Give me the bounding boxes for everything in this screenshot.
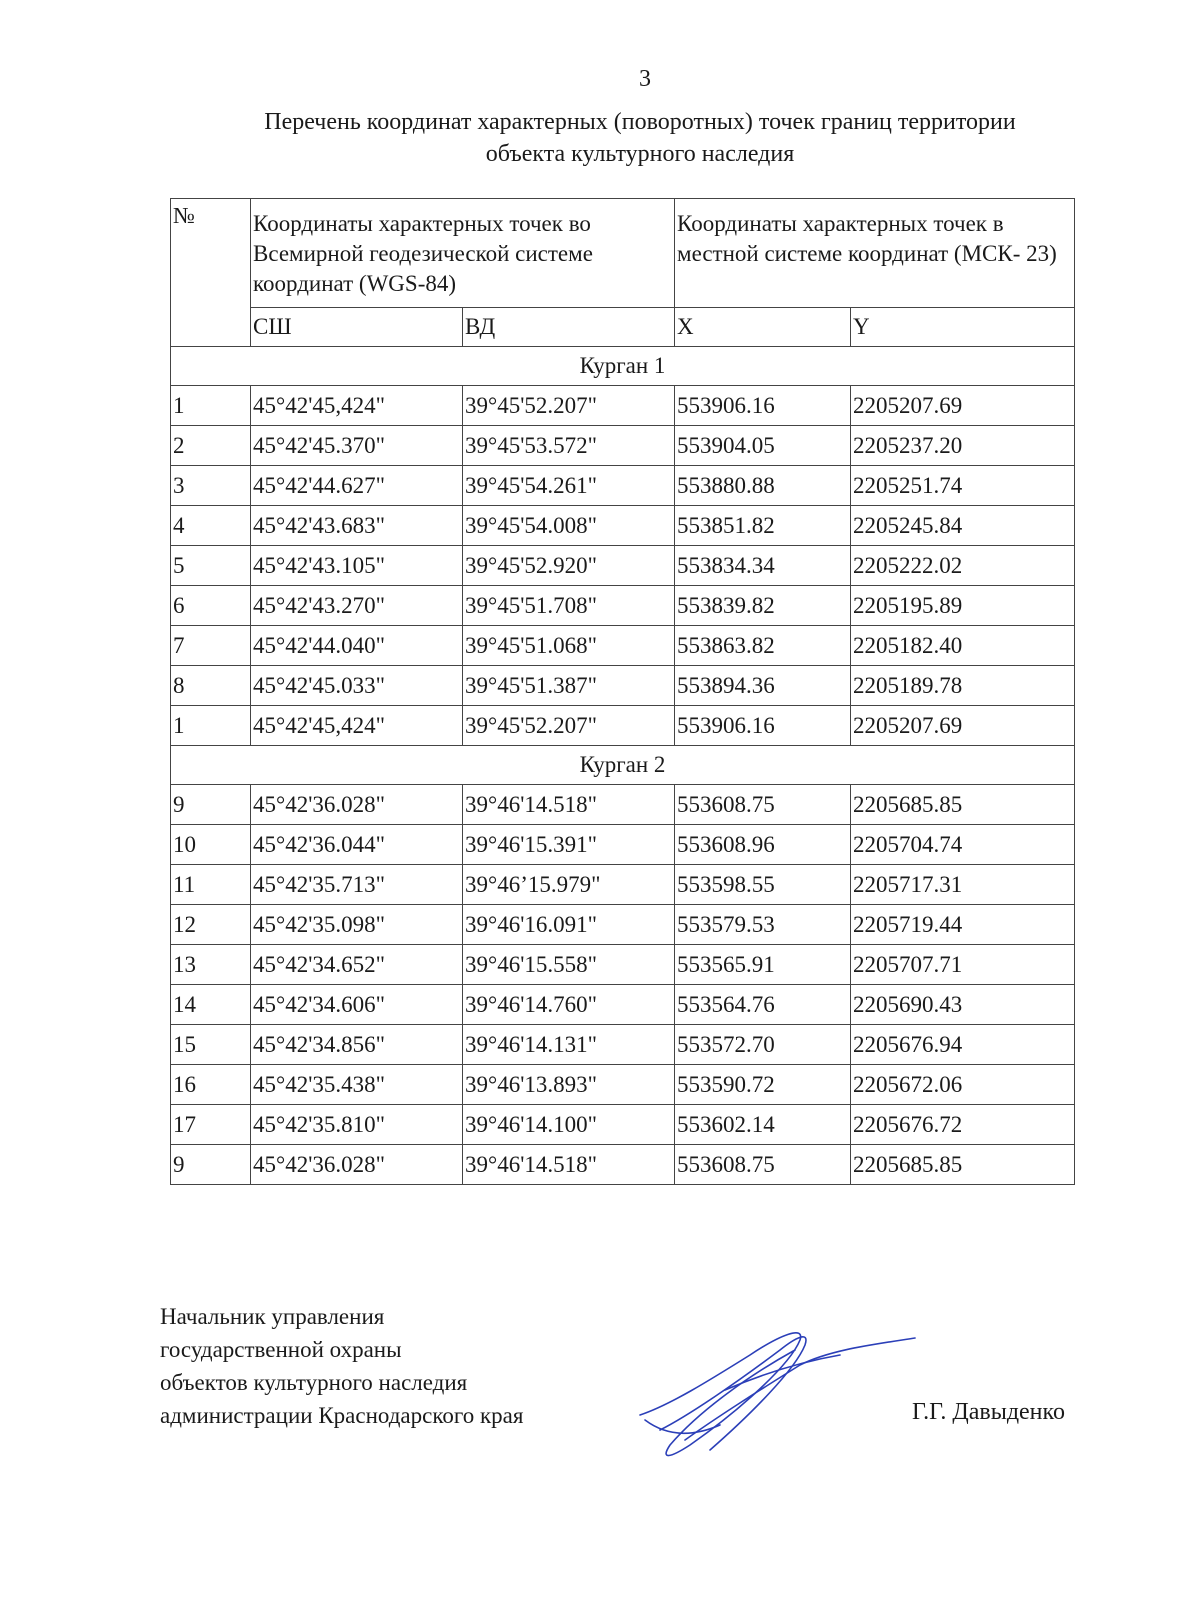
table-row [171,1025,1075,1065]
latitude-cell: 45°42'34.652" [251,945,463,985]
point-number-cell: 15 [171,1025,251,1065]
x-coordinate-cell: 553904.05 [675,426,851,466]
column-local-header: Координаты характерных точек в местной системе координат (МСК- 23) [675,199,1075,308]
point-number-cell: 9 [171,785,251,825]
longitude-cell: 39°46'16.091" [463,905,675,945]
latitude-cell: 45°42'35.713" [251,865,463,905]
x-coordinate-cell: 553602.14 [675,1105,851,1145]
point-number-cell: 13 [171,945,251,985]
y-coordinate-cell: 2205719.44 [851,905,1075,945]
point-number-cell: 6 [171,586,251,626]
point-number-cell: 3 [171,466,251,506]
latitude-cell: 45°42'44.040" [251,626,463,666]
latitude-cell: 45°42'43.683" [251,506,463,546]
longitude-cell: 39°46'15.558" [463,945,675,985]
table-body [171,347,1075,1185]
point-number-cell: 2 [171,426,251,466]
column-wgs-header: Координаты характерных точек во Всемирной геодезической системе координат (WGS-84) [251,199,675,308]
position-line: государственной охраны [160,1337,402,1362]
x-coordinate-cell: 553863.82 [675,626,851,666]
table-row [171,1145,1075,1185]
longitude-cell: 39°45'52.920" [463,546,675,586]
signatory-name: Г.Г. Давыденко [912,1399,1065,1425]
y-coordinate-cell: 2205207.69 [851,706,1075,746]
latitude-cell: 45°42'43.270" [251,586,463,626]
table-row [171,1065,1075,1105]
page-number: 3 [639,66,651,92]
longitude-cell: 39°45'51.068" [463,626,675,666]
column-lat-header: СШ [251,308,463,347]
table-row [171,945,1075,985]
y-coordinate-cell: 2205195.89 [851,586,1075,626]
point-number-cell: 16 [171,1065,251,1105]
y-coordinate-cell: 2205182.40 [851,626,1075,666]
latitude-cell: 45°42'35.438" [251,1065,463,1105]
y-coordinate-cell: 2205222.02 [851,546,1075,586]
y-coordinate-cell: 2205237.20 [851,426,1075,466]
longitude-cell: 39°46'14.518" [463,785,675,825]
table-row [171,506,1075,546]
x-coordinate-cell: 553894.36 [675,666,851,706]
point-number-cell: 5 [171,546,251,586]
longitude-cell: 39°46'13.893" [463,1065,675,1105]
table-row [171,626,1075,666]
y-coordinate-cell: 2205251.74 [851,466,1075,506]
y-coordinate-cell: 2205676.94 [851,1025,1075,1065]
y-coordinate-cell: 2205704.74 [851,825,1075,865]
x-coordinate-cell: 553906.16 [675,706,851,746]
x-coordinate-cell: 553564.76 [675,985,851,1025]
title-line-1: Перечень координат характерных (поворотных) точек границ территории [264,109,1016,135]
longitude-cell: 39°45'53.572" [463,426,675,466]
longitude-cell: 39°45'51.708" [463,586,675,626]
x-coordinate-cell: 553565.91 [675,945,851,985]
point-number-cell: 1 [171,706,251,746]
longitude-cell: 39°45'52.207" [463,706,675,746]
table-row [171,586,1075,626]
handwritten-signature [630,1320,920,1470]
x-coordinate-cell: 553880.88 [675,466,851,506]
table-row [171,905,1075,945]
point-number-cell: 17 [171,1105,251,1145]
position-line: Начальник управления [160,1304,385,1329]
latitude-cell: 45°42'36.044" [251,825,463,865]
latitude-cell: 45°42'36.028" [251,1145,463,1185]
title-line-2: объекта культурного наследия [485,141,795,167]
section-row [171,746,1075,785]
longitude-cell: 39°45'54.261" [463,466,675,506]
y-coordinate-cell: 2205245.84 [851,506,1075,546]
column-lon-header: ВД [463,308,675,347]
section-row [171,347,1075,386]
table-row [171,785,1075,825]
latitude-cell: 45°42'35.098" [251,905,463,945]
longitude-cell: 39°45'54.008" [463,506,675,546]
y-coordinate-cell: 2205707.71 [851,945,1075,985]
table-row [171,1105,1075,1145]
longitude-cell: 39°46'15.391" [463,825,675,865]
table-header [171,199,1075,347]
latitude-cell: 45°42'45.370" [251,426,463,466]
x-coordinate-cell: 553572.70 [675,1025,851,1065]
longitude-cell: 39°46'14.100" [463,1105,675,1145]
column-number-header: № [171,199,251,347]
x-coordinate-cell: 553839.82 [675,586,851,626]
y-coordinate-cell: 2205189.78 [851,666,1075,706]
document-title [190,106,1090,170]
x-coordinate-cell: 553608.75 [675,785,851,825]
point-number-cell: 8 [171,666,251,706]
longitude-cell: 39°45'52.207" [463,386,675,426]
table-row [171,666,1075,706]
x-coordinate-cell: 553851.82 [675,506,851,546]
x-coordinate-cell: 553608.96 [675,825,851,865]
table-row [171,706,1075,746]
y-coordinate-cell: 2205207.69 [851,386,1075,426]
x-coordinate-cell: 553906.16 [675,386,851,426]
point-number-cell: 4 [171,506,251,546]
table-row [171,386,1075,426]
table-row [171,825,1075,865]
latitude-cell: 45°42'45.033" [251,666,463,706]
y-coordinate-cell: 2205685.85 [851,785,1075,825]
x-coordinate-cell: 553598.55 [675,865,851,905]
position-line: администрации Краснодарского края [160,1403,524,1428]
coordinates-table [170,198,1075,1185]
longitude-cell: 39°46'14.760" [463,985,675,1025]
table-row [171,985,1075,1025]
table-row [171,865,1075,905]
column-x-header: X [675,308,851,347]
latitude-cell: 45°42'45,424" [251,706,463,746]
y-coordinate-cell: 2205717.31 [851,865,1075,905]
latitude-cell: 45°42'35.810" [251,1105,463,1145]
position-line: объектов культурного наследия [160,1370,468,1395]
x-coordinate-cell: 553590.72 [675,1065,851,1105]
y-coordinate-cell: 2205685.85 [851,1145,1075,1185]
signatory-position [160,1300,523,1432]
longitude-cell: 39°45'51.387" [463,666,675,706]
table-row [171,466,1075,506]
latitude-cell: 45°42'44.627" [251,466,463,506]
y-coordinate-cell: 2205676.72 [851,1105,1075,1145]
latitude-cell: 45°42'36.028" [251,785,463,825]
x-coordinate-cell: 553579.53 [675,905,851,945]
longitude-cell: 39°46’15.979" [463,865,675,905]
latitude-cell: 45°42'34.856" [251,1025,463,1065]
point-number-cell: 12 [171,905,251,945]
y-coordinate-cell: 2205690.43 [851,985,1075,1025]
point-number-cell: 14 [171,985,251,1025]
point-number-cell: 10 [171,825,251,865]
point-number-cell: 1 [171,386,251,426]
table-row [171,546,1075,586]
point-number-cell: 7 [171,626,251,666]
section-title: Курган 2 [171,746,1075,785]
longitude-cell: 39°46'14.518" [463,1145,675,1185]
point-number-cell: 11 [171,865,251,905]
x-coordinate-cell: 553608.75 [675,1145,851,1185]
x-coordinate-cell: 553834.34 [675,546,851,586]
table-row [171,426,1075,466]
latitude-cell: 45°42'43.105" [251,546,463,586]
longitude-cell: 39°46'14.131" [463,1025,675,1065]
column-y-header: Y [851,308,1075,347]
section-title: Курган 1 [171,347,1075,386]
y-coordinate-cell: 2205672.06 [851,1065,1075,1105]
latitude-cell: 45°42'34.606" [251,985,463,1025]
latitude-cell: 45°42'45,424" [251,386,463,426]
point-number-cell: 9 [171,1145,251,1185]
